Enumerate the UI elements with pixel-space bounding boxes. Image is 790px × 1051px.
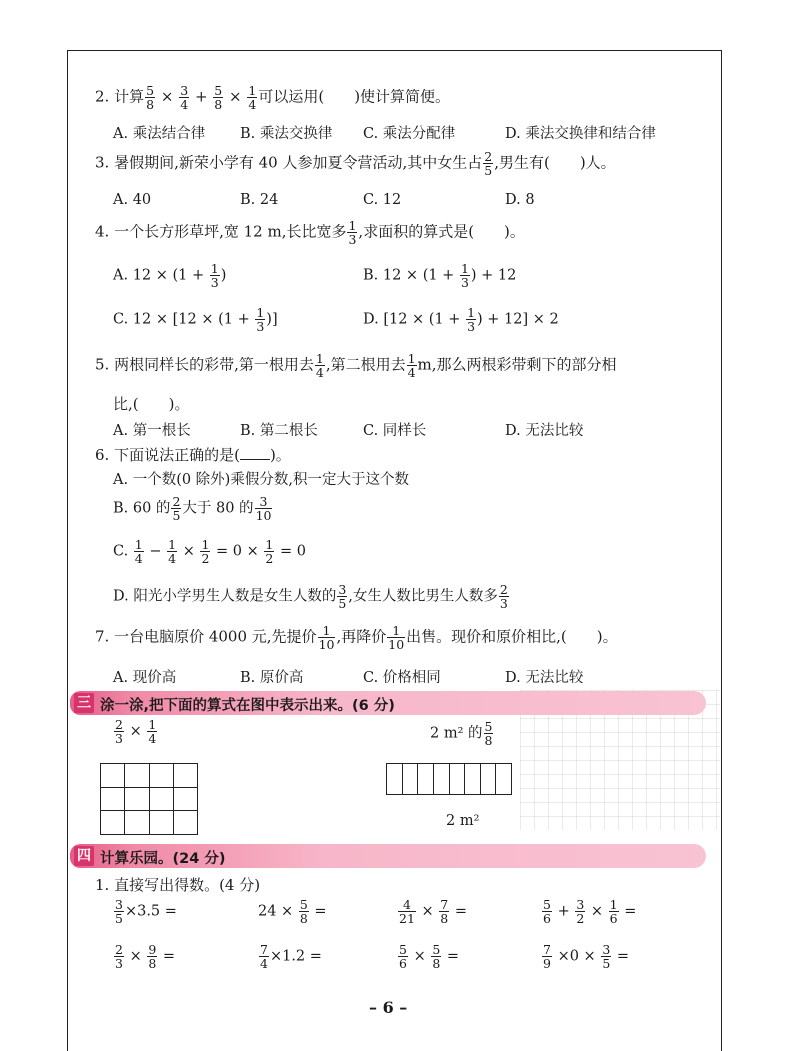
question-2: 2. 计算 $\frac{5}{8}$ × $\frac{3}{4}$ + $\frac{5}{8}$ × $\frac{1}{4}$ 可以运用( )使计算简便。 <box>95 83 451 113</box>
calc-1-4: $\frac{5}{6}$ + $\frac{3}{2}$ × $\frac{1}{6}$ = <box>543 897 637 927</box>
q5-frac2: $\frac{1}{4}$ <box>407 351 416 381</box>
calc-1-2: 24 × $\frac{5}{8}$ = <box>258 897 327 927</box>
q2-number: 2. <box>95 87 110 106</box>
q5-option-b: B. 第二根长 <box>240 423 318 439</box>
section-4-number: 四 <box>74 846 94 866</box>
q3-option-c: C. 12 <box>363 192 402 208</box>
q4-option-a: A. 12 × (1 + $\frac{1}{3}$ ) <box>113 261 227 291</box>
page-number: – 6 – <box>369 998 408 1017</box>
calc-1-1: $\frac{3}{5}$ ×3.5 = <box>115 897 177 927</box>
q5-option-a: A. 第一根长 <box>113 423 191 439</box>
section-3-title: 涂一涂,把下面的算式在图中表示出来。(6 分) <box>100 698 395 714</box>
q2-option-d: D. 乘法交换律和结合律 <box>505 126 656 142</box>
question-7: 7. 一台电脑原价 4000 元,先提价 $\frac{1}{10}$ ,再降价 $\frac{1}{10}$ 出售。现价和原价相比,( )。 <box>95 623 618 653</box>
calc-2-3: $\frac{5}{6}$ × $\frac{5}{8}$ = <box>399 942 460 972</box>
q2-frac2: $\frac{3}{4}$ <box>180 83 189 113</box>
q2-option-b: B. 乘法交换律 <box>240 126 333 142</box>
calc-2-1: $\frac{2}{3}$ × $\frac{9}{8}$ = <box>115 942 176 972</box>
calc-1-3: $\frac{4}{21}$ × $\frac{7}{8}$ = <box>399 897 467 927</box>
q2-option-a: A. 乘法结合律 <box>113 126 206 142</box>
q5-option-d: D. 无法比较 <box>505 423 584 439</box>
question-5: 5. 两根同样长的彩带,第一根用去 $\frac{1}{4}$ ,第二根用去 $\frac{1}{4}$ m,那么两根彩带剩下的部分相 <box>95 351 617 381</box>
calc-2-4: $\frac{7}{9}$ ×0 × $\frac{3}{5}$ = <box>543 942 630 972</box>
q3-option-b: B. 24 <box>240 192 279 208</box>
bar-label: 2 m² <box>446 813 480 829</box>
sec3-left-expression: $\frac{2}{3}$ × $\frac{1}{4}$ <box>115 717 157 747</box>
sec4-subquestion-1: 1. 直接写出得数。(4 分) <box>95 876 261 894</box>
calc-2-2: $\frac{7}{4}$ ×1.2 = <box>260 942 322 972</box>
fraction-grid-3x4[interactable] <box>100 763 198 835</box>
q6-option-a: A. 一个数(0 除外)乘假分数,积一定大于这个数 <box>113 472 409 488</box>
q7-option-c: C. 价格相同 <box>363 670 441 686</box>
q4-option-c: C. 12 × [12 × (1 + $\frac{1}{3}$ )] <box>113 305 278 335</box>
q7-option-a: A. 现价高 <box>113 670 177 686</box>
q3-frac: $\frac{2}{5}$ <box>484 149 493 179</box>
q6-option-c: C. $\frac{1}{4}$ − $\frac{1}{4}$ × $\frac{1}{2}$ = 0 × $\frac{1}{2}$ = 0 <box>113 537 306 567</box>
sec3-right-expression: 2 m² 的 $\frac{5}{8}$ <box>430 719 493 749</box>
question-6: 6. 下面说法正确的是( )。 <box>95 446 291 464</box>
section-3-number: 三 <box>74 693 94 713</box>
q2-text: 计算 <box>114 87 145 106</box>
q5-option-c: C. 同样长 <box>363 423 427 439</box>
q2-option-c: C. 乘法分配律 <box>363 126 456 142</box>
question-3: 3. 暑假期间,新荣小学有 40 人参加夏令营活动,其中女生占 $\frac{2}{5}$ ,男生有( )人。 <box>95 149 616 179</box>
q3-option-d: D. 8 <box>505 192 535 208</box>
q6-option-b: B. 60 的 $\frac{2}{5}$ 大于 80 的 $\frac{3}{10}$ <box>113 494 272 524</box>
question-4: 4. 一个长方形草坪,宽 12 m,长比宽多 $\frac{1}{3}$ ,求面积的算式是( )。 <box>95 218 525 248</box>
q7-option-d: D. 无法比较 <box>505 670 584 686</box>
section-3-banner <box>70 691 706 715</box>
q6-option-d: D. 阳光小学男生人数是女生人数的 $\frac{3}{5}$ ,女生人数比男生人数多 $\frac{2}{3}$ <box>113 582 508 612</box>
section-4-title: 计算乐园。(24 分) <box>100 851 226 867</box>
q2-frac1: $\frac{5}{8}$ <box>146 83 155 113</box>
q4-option-b: B. 12 × (1 + $\frac{1}{3}$ ) + 12 <box>363 261 517 291</box>
q4-frac: $\frac{1}{3}$ <box>348 218 357 248</box>
question-5-line2: 比,( )。 <box>113 395 190 413</box>
q4-option-d: D. [12 × (1 + $\frac{1}{3}$ ) + 12] × 2 <box>363 305 559 335</box>
q2-frac4: $\frac{1}{4}$ <box>248 83 257 113</box>
q2-frac3: $\frac{5}{8}$ <box>214 83 223 113</box>
q7-option-b: B. 原价高 <box>240 670 304 686</box>
fraction-bar-8-parts[interactable] <box>386 763 512 795</box>
q5-frac1: $\frac{1}{4}$ <box>315 351 324 381</box>
q3-option-a: A. 40 <box>113 192 152 208</box>
section-4-banner <box>70 844 706 868</box>
